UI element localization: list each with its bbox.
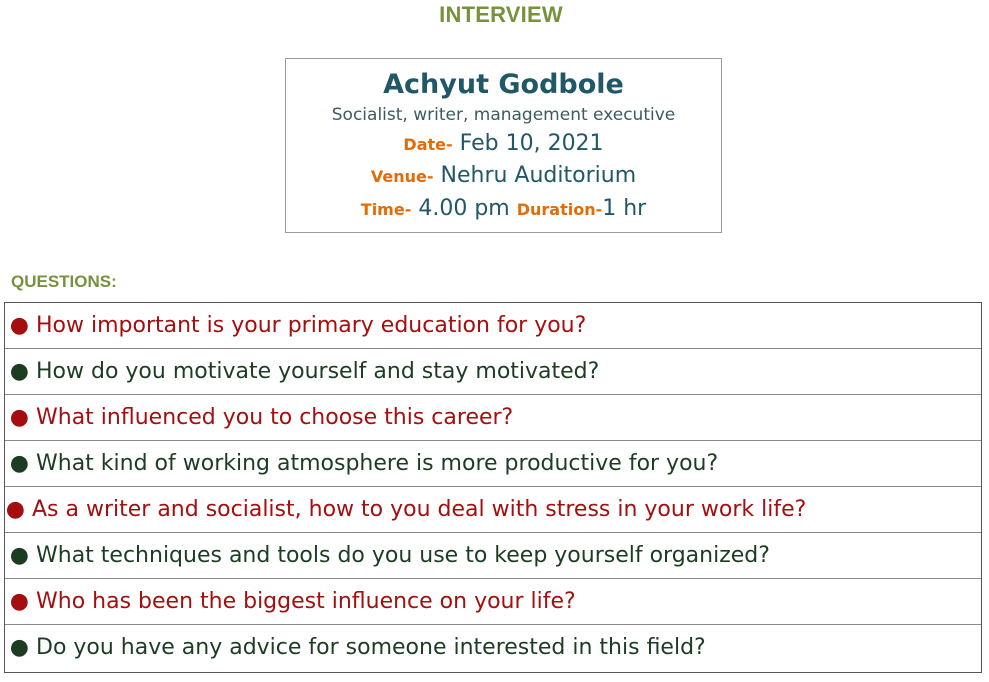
time-duration-line [286,196,721,221]
question-text: As a writer and socialist, how to you deal with stress in your work life? [32,497,807,522]
question-text: How do you motivate yourself and stay motivated? [36,359,600,384]
question-text: How important is your primary education for you? [36,313,587,338]
interviewee-info-box [285,58,722,233]
date-line [286,131,721,156]
bullet-icon: ● [9,313,29,338]
question-row [5,533,981,579]
page-title: INTERVIEW [439,2,563,27]
duration-label: Duration- [516,200,603,219]
bullet-icon: ● [9,359,29,384]
question-row [5,303,981,349]
question-text: Do you have any advice for someone interested in this field? [36,635,706,660]
date-value: Feb 10, 2021 [459,131,604,156]
questions-table [4,302,982,673]
bullet-icon: ● [9,589,29,614]
venue-value: Nehru Auditorium [440,163,637,188]
bullet-icon: ● [5,497,25,522]
questions-heading: QUESTIONS: [11,272,117,291]
venue-label: Venue- [370,167,434,186]
time-label: Time- [360,200,412,219]
question-row [5,579,981,625]
question-text: What kind of working atmosphere is more productive for you? [36,451,719,476]
question-text: What techniques and tools do you use to keep yourself organized? [36,543,770,568]
date-label: Date- [403,135,453,154]
bullet-icon: ● [9,451,29,476]
question-text: What influenced you to choose this career? [36,405,514,430]
bullet-icon: ● [9,635,29,660]
question-row [5,349,981,395]
time-value: 4.00 pm [418,196,510,221]
question-text: Who has been the biggest influence on your life? [36,589,576,614]
question-row [5,441,981,487]
question-row [5,625,981,671]
question-row [5,395,981,441]
bullet-icon: ● [9,543,29,568]
bullet-icon: ● [9,405,29,430]
venue-line [286,163,721,188]
interviewee-description: Socialist, writer, management executive [331,105,676,125]
question-row [5,487,981,533]
interviewee-name: Achyut Godbole [383,69,624,100]
duration-value: 1 hr [602,196,647,221]
